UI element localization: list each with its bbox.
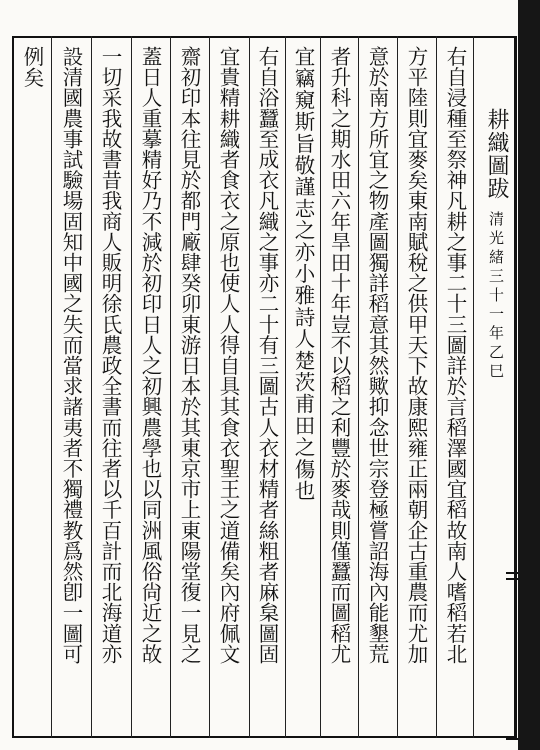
column-rule <box>397 36 398 738</box>
text-column-8: 齋初印本往見於都門廠肆癸卯東游日本於其東京市上東陽堂復一見之 <box>177 46 201 664</box>
text-column-12: 例矣 <box>20 46 44 89</box>
fold-mark <box>506 578 518 580</box>
text-column-6: 右自浴蠶至成衣凡織之事亦二十有三圖古人衣材精者絲粗者麻枲圖固 <box>255 46 279 664</box>
column-rule <box>209 36 210 738</box>
title-column <box>476 108 516 508</box>
column-rule <box>170 36 171 738</box>
text-column-4: 者升科之期水田六年旱田十年豈不以稻之利豐於麥哉則僅蠶而圖稻尤 <box>327 46 351 664</box>
date-note: 清光緒三十一年乙巳 <box>487 211 505 383</box>
text-column-9: 蓋日人重摹精好乃不減於初印日人之初興農學也以同洲風俗尙近之故 <box>138 46 162 664</box>
text-column-5: 宜竊窺斯旨敬謹志之亦小雅詩人楚茨甫田之傷也 <box>291 46 315 502</box>
text-column-10: 一切采我故書昔我商人販明徐氏農政全書而往者以千百計而北海道亦 <box>98 46 122 664</box>
text-column-11: 設清國農事試驗場固知中國之失而當求諸夷者不獨禮教爲然卽一圖可 <box>59 46 83 664</box>
column-rule <box>51 36 52 738</box>
text-column-1: 右自浸種至祭神凡耕之事二十三圖詳於言稻澤國宜稻故南人嗜稻若北 <box>443 46 467 664</box>
column-rule <box>358 36 359 738</box>
column-rule <box>320 36 321 738</box>
text-column-2: 方平陸則宜麥矣東南賦稅之供甲天下故康熙雍正兩朝企古重農而尤加 <box>404 46 428 664</box>
column-rule <box>91 36 92 738</box>
fold-mark <box>506 572 518 574</box>
text-column-3: 意於南方所宜之物產圖獨詳稻意其然歟抑念世宗登極嘗詔海內能墾荒 <box>365 46 389 664</box>
fold-mark <box>506 738 518 740</box>
text-column-7: 宜貴精耕織者食衣之原也使人人得自具其食衣聖王之道備矣內府佩文 <box>216 46 240 664</box>
binding-edge <box>518 0 540 750</box>
column-rule <box>131 36 132 738</box>
page-title: 耕織圖跋 <box>484 108 509 200</box>
column-rule <box>473 36 474 738</box>
column-rule <box>436 36 437 738</box>
